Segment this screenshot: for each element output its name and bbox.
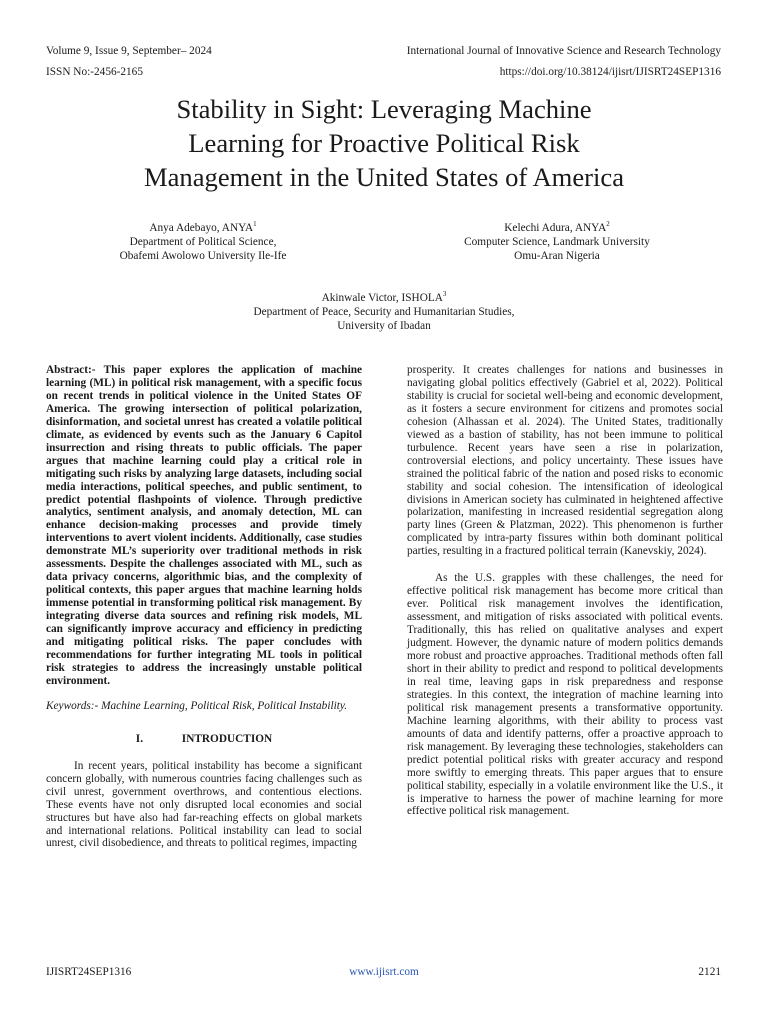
author-1-sup: 1 [253, 220, 257, 229]
author-2-affiliation-2: Omu-Aran Nigeria [514, 249, 600, 262]
page-number: 2121 [698, 966, 721, 978]
left-column [46, 364, 362, 850]
author-1-affiliation-1: Department of Political Science, [129, 235, 277, 248]
footer-paper-id: IJISRT24SEP1316 [46, 966, 132, 978]
issn: ISSN No:-2456-2165 [46, 66, 143, 78]
author-3 [184, 292, 584, 333]
section-number: I. [135, 732, 144, 745]
right-column [407, 364, 723, 818]
author-3-sup: 3 [442, 290, 447, 299]
intro-paragraph-2: As the U.S. grapples with these challenges, the need for effective political risk management has become more critical than ever. Political risk management involves the identification, assessment, and mitigation of risks associated with political events. Traditionally, this has relied on qualitative analyses and expert judgment. However, the dynamic nature of modern politics demands more robust and proactive approaches. Traditional methods often fall short in their ability to predict and respond to political developments in real time, leaving gaps in risk preparedness and response strategies. In this context, the integration of machine learning into political risk management presents a transformative opportunity. Machine learning algorithms, with their ability to process vast amounts of data and identify patterns, offer a proactive approach to risk management. By leveraging these technologies, stakeholders can predict potential political risks with greater accuracy and respond more swiftly to emerging threats. This paper argues that to ensure political stability, especially in a volatile environment like the U.S., it is imperative to harness the power of machine learning for more effective political risk management. [407, 572, 723, 818]
title-line-3: Management in the United States of America [143, 162, 625, 192]
author-1-affiliation-2: Obafemi Awolowo University Ile-Ife [119, 249, 287, 262]
author-2 [450, 222, 664, 263]
author-3-affiliation-1: Department of Peace, Security and Humanitarian Studies, [253, 305, 515, 318]
author-1-name: Anya Adebayo, ANYA [149, 222, 254, 234]
section-heading [46, 733, 362, 746]
author-2-affiliation-1: Computer Science, Landmark University [464, 235, 650, 248]
author-1 [96, 222, 310, 263]
section-title: INTRODUCTION [181, 732, 273, 745]
paper-title [60, 92, 708, 194]
intro-paragraph-1-end: prosperity. It creates challenges for nations and businesses in navigating global politics effectively (Gabriel et al, 2022). Political stability is crucial for societal well-being and economic development, as it fosters a secure environment for citizens and promotes social cohesion (Alhassan et al. 2024). The United States, traditionally viewed as a bastion of stability, has not been immune to political turbulence. Recent years have seen a rise in polarization, controversial elections, and policy uncertainty. These issues have strained the political fabric of the nation and posed risks to economic stability and social cohesion. The intensification of ideological divisions in American society has culminated in heightened affective polarization, manifesting in increased residential segregation along party lines (Green & Platzman, 2022). This phenomenon is further complicated by intra-party fissures within both dominant political parties, resulting in a fractured political terrain (Kanevskiy, 2024). [407, 364, 723, 558]
abstract: Abstract:- This paper explores the application of machine learning (ML) in political risk management, with a specific focus on recent trends in political violence in the United States OF America. The growing intersection of political polarization, disinformation, and societal unrest has created a volatile political climate, as evidenced by events such as the January 6 Capitol insurrection and rising threats to public officials. The paper argues that machine learning could play a critical role in mitigating such risks by analyzing large datasets, including social media interactions, political speeches, and public sentiment, to predict potential flashpoints of violence. Through predictive analytics, sentiment analysis, and anomaly detection, ML can enhance decision-making processes and provide timely interventions to avert violent incidents. Additionally, case studies demonstrate ML’s superiority over traditional methods in risk assessments. Despite the challenges associated with ML, such as data privacy concerns, algorithmic bias, and the complexity of political contexts, this paper argues that machine learning holds immense potential in transforming political risk management. By integrating diverse data sources and refining risk models, ML can significantly improve accuracy and efficiency in predicting and mitigating political risks. The paper concludes with recommendations for further integrating ML tools in political risk strategies to address the increasingly unstable political environment. [46, 364, 362, 687]
author-3-affiliation-2: University of Ibadan [337, 319, 431, 332]
keywords: Keywords:- Machine Learning, Political Risk, Political Instability. [46, 699, 348, 712]
title-line-2: Learning for Proactive Political Risk [188, 128, 580, 158]
intro-paragraph-1-start: In recent years, political instability has become a significant concern globally, with numerous countries facing challenges such as civil unrest, government overthrows, and contentious elections. These events have not only disrupted local economies and social structures but have also had far-reaching effects on global markets and international relations. Political instability can lead to social unrest, civil disobedience, and threats to political regimes, impacting [46, 759, 362, 850]
author-2-sup: 2 [606, 220, 610, 229]
title-line-1: Stability in Sight: Leveraging Machine [176, 94, 592, 124]
author-2-name: Kelechi Adura, ANYA [504, 222, 607, 234]
footer-website-link[interactable]: www.ijisrt.com [349, 966, 419, 978]
author-3-name: Akinwale Victor, ISHOLA [321, 292, 443, 304]
journal-name: International Journal of Innovative Science and Research Technology [406, 45, 721, 57]
volume-info: Volume 9, Issue 9, September– 2024 [46, 45, 212, 57]
doi-link[interactable]: https://doi.org/10.38124/ijisrt/IJISRT24SEP1316 [499, 66, 721, 78]
